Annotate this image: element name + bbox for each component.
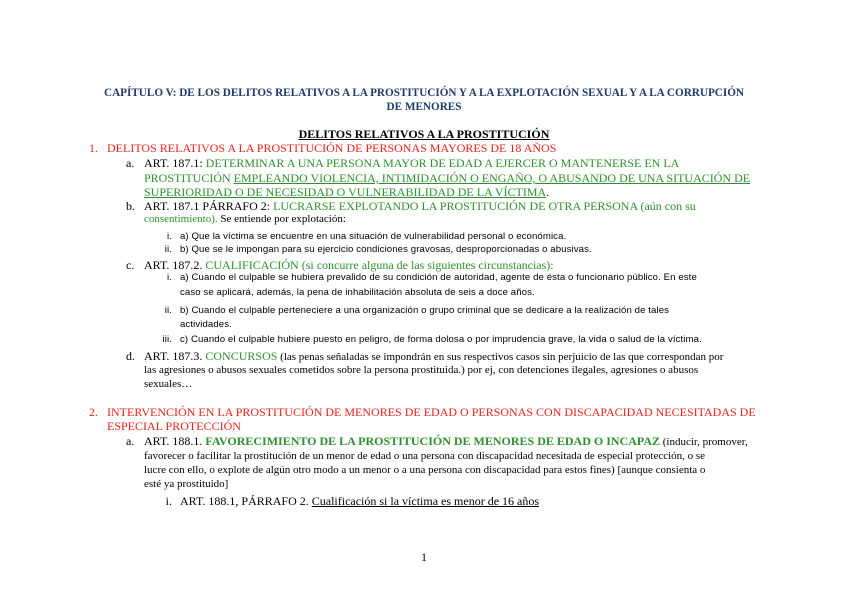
item-2a-line3: lucre con ello, o explote de algún otro modo a un menor o a una persona con discapacidad para estos fines) [aunque consienta o xyxy=(144,464,706,476)
item-1a-letter: a. xyxy=(126,156,135,170)
item-1d-line2: las agresiones o abusos sexuales cometidos sobre la persona prostituida.) por ej, con detenciones ilegales, agresiones o abusos xyxy=(144,364,699,376)
item-2-title-line2: ESPECIAL PROTECCIÓN xyxy=(107,419,241,433)
item-2a-i-text: ART. 188.1, PÁRRAFO 2. Cualificación si la víctima es menor de 16 años xyxy=(180,494,540,508)
chapter-title-line2: DE MENORES xyxy=(386,101,462,113)
item-2a-line4: esté ya prostituido] xyxy=(144,478,229,490)
item-1c-ii-line1: b) Cuando el culpable perteneciere a una organización o grupo criminal que se dedicare a la realización de tales xyxy=(180,305,670,316)
item-1a-line1: ART. 187.1: DETERMINAR A UNA PERSONA MAYOR DE EDAD A EJERCER O MANTENERSE EN LA xyxy=(144,156,680,170)
item-2-number: 2. xyxy=(89,405,98,419)
chapter-title-line1: CAPÍTULO V: DE LOS DELITOS RELATIVOS A LA PROSTITUCIÓN Y A LA EXPLOTACIÓN SEXUAL Y A LA CORRUPCIÓN xyxy=(104,87,744,99)
item-2a-line1: ART. 188.1. FAVORECIMIENTO DE LA PROSTITUCIÓN DE MENORES DE EDAD O INCAPAZ (inducir, promover, xyxy=(144,434,748,448)
item-1b-line2: consentimiento). Se entiende por explotación: xyxy=(144,213,346,225)
item-1c-i-number: i. xyxy=(167,272,172,283)
item-1b-line1: ART. 187.1 PÁRRAFO 2: LUCRARSE EXPLOTANDO LA PROSTITUCIÓN DE OTRA PERSONA (aún con su xyxy=(144,199,696,213)
item-2a-line2: favorecer o facilitar la prostitución de un menor de edad o una persona con discapacidad necesitada de especial protección, o se xyxy=(144,450,706,462)
item-1c-iii-text: c) Cuando el culpable hubiere puesto en peligro, de forma dolosa o por imprudencia grave, la vida o salud de la víctima. xyxy=(180,334,702,345)
item-1c-i-line2: caso se aplicará, además, la pena de inhabilitación absoluta de seis a doce años. xyxy=(180,287,535,298)
item-1b-i-text: a) Que la víctima se encuentre en una situación de vulnerabilidad personal o económica. xyxy=(180,231,567,242)
item-1c-iii-number: iii. xyxy=(162,334,172,345)
item-1d-line1: ART. 187.3. CONCURSOS (las penas señaladas se impondrán en sus respectivos casos sin perjuicio de las que correspondan por xyxy=(144,349,724,363)
item-1d-letter: d. xyxy=(126,349,135,363)
section-title: DELITOS RELATIVOS A LA PROSTITUCIÓN xyxy=(298,127,550,141)
item-1b-letter: b. xyxy=(126,199,135,213)
item-2a-i-number: i. xyxy=(165,494,172,508)
item-2-title-line1: INTERVENCIÓN EN LA PROSTITUCIÓN DE MENORES DE EDAD O PERSONAS CON DISCAPACIDAD NECESITADAS DE xyxy=(107,405,756,419)
item-1b-ii-number: ii. xyxy=(164,244,172,255)
item-1a-line3: SUPERIORIDAD O DE NECESIDAD O VULNERABILIDAD DE LA VÍCTIMA. xyxy=(144,185,550,199)
item-1a-line2: PROSTITUCIÓN EMPLEANDO VIOLENCIA, INTIMIDACIÓN O ENGAÑO, O ABUSANDO DE UNA SITUACIÓN DE xyxy=(144,171,751,185)
item-1-title: DELITOS RELATIVOS A LA PROSTITUCIÓN DE PERSONAS MAYORES DE 18 AÑOS xyxy=(107,141,557,155)
item-1-number: 1. xyxy=(89,141,98,155)
item-1c-ii-line2: actividades. xyxy=(180,319,232,330)
item-1c-line1: ART. 187.2. CUALIFICACIÓN (si concurre alguna de las siguientes circunstancias): xyxy=(144,258,554,272)
item-2a-letter: a. xyxy=(126,434,135,448)
item-1b-ii-text: b) Que se le impongan para su ejercicio condiciones gravosas, desproporcionadas o abusivas. xyxy=(180,244,592,255)
item-1b-i-number: i. xyxy=(167,231,172,242)
item-1c-ii-number: ii. xyxy=(164,305,172,316)
page-number: 1 xyxy=(421,550,427,564)
item-1d-line3: sexuales… xyxy=(144,378,193,390)
item-1c-i-line1: a) Cuando el culpable se hubiera prevalido de su condición de autoridad, agente de ésta o funcionario público. En este xyxy=(180,272,697,283)
item-1c-letter: c. xyxy=(126,258,135,272)
